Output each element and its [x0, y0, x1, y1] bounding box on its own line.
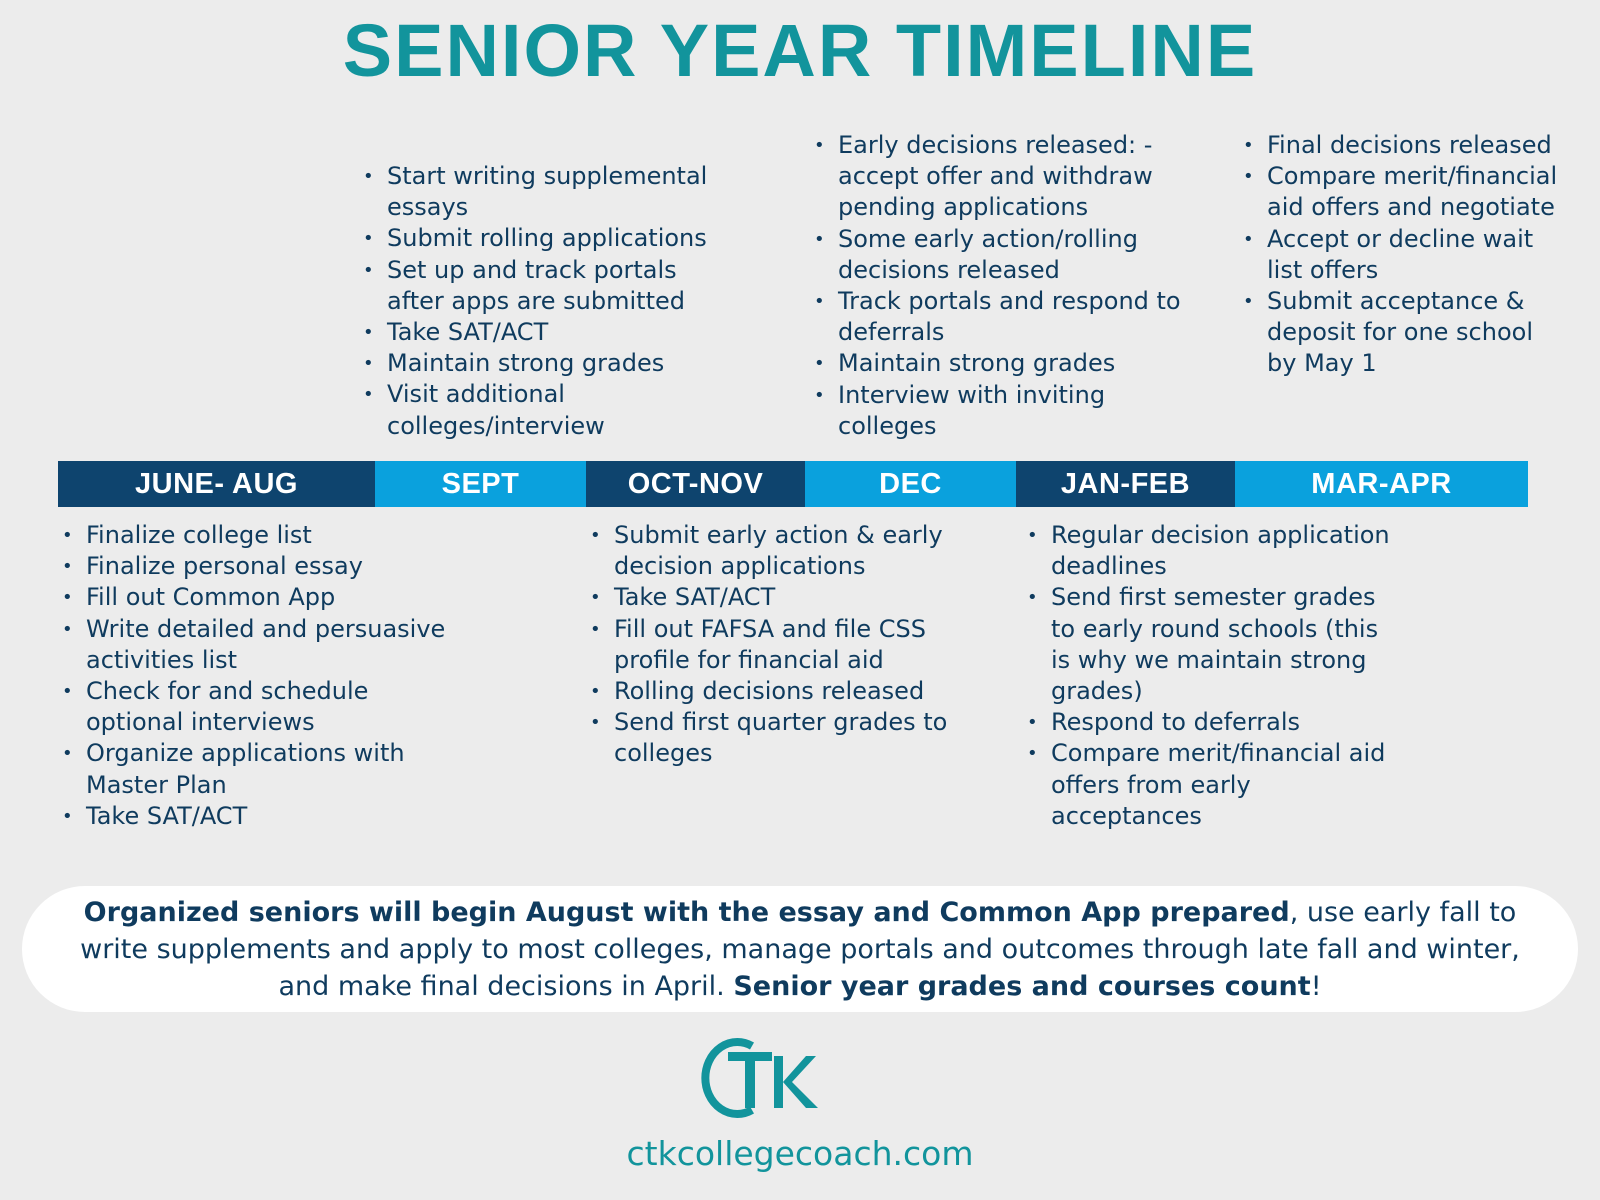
list-item: • Respond to deferrals — [1051, 707, 1401, 738]
sept-list — [362, 161, 717, 442]
summary-end: ! — [1310, 970, 1322, 1002]
list-item: • Start writing supplemental essays — [387, 161, 717, 223]
list-item: • Take SAT/ACT — [86, 801, 446, 832]
list-item: • Interview with inviting colleges — [838, 380, 1198, 442]
list-item: • Send first semester grades to early round schools (this is why we maintain strong grades) — [1051, 582, 1401, 707]
list-item: • Track portals and respond to deferrals — [838, 286, 1198, 348]
list-item: • Regular decision application deadlines — [1051, 520, 1401, 582]
list-item: • Take SAT/ACT — [614, 582, 984, 613]
segment-mar-apr: MAR-APR — [1235, 461, 1528, 507]
list-item: • Maintain strong grades — [387, 348, 717, 379]
list-item: • Send first quarter grades to colleges — [614, 707, 984, 769]
octnov-list — [589, 520, 984, 770]
list-item: • Fill out Common App — [86, 582, 446, 613]
list-item: • Compare merit/financial aid offers and negotiate — [1267, 161, 1567, 223]
segment-dec: DEC — [805, 461, 1016, 507]
list-item: • Early decisions released: - accept offer and withdraw pending applications — [838, 130, 1198, 224]
list-item: • Finalize college list — [86, 520, 446, 551]
list-item: • Finalize personal essay — [86, 551, 446, 582]
list-item: • Check for and schedule optional interviews — [86, 676, 446, 738]
juneaug-list — [61, 520, 446, 832]
janfeb-list — [1026, 520, 1401, 832]
list-item: • Organize applications with Master Plan — [86, 738, 446, 800]
summary-bold-intro: Organized seniors will begin August with the essay and Common App prepared — [83, 896, 1290, 928]
list-item: • Visit additional colleges/interview — [387, 379, 717, 441]
marapr-list — [1242, 130, 1567, 380]
list-item: • Submit rolling applications — [387, 223, 717, 254]
list-item: • Submit early action & early decision applications — [614, 520, 984, 582]
segment-sept: SEPT — [375, 461, 586, 507]
list-item: • Take SAT/ACT — [387, 317, 717, 348]
segment-jan-feb: JAN-FEB — [1016, 461, 1235, 507]
website-link[interactable]: ctkcollegecoach.com — [626, 1134, 974, 1173]
list-item: • Final decisions released — [1267, 130, 1567, 161]
list-item: • Some early action/rolling decisions released — [838, 224, 1198, 286]
dec-list — [813, 130, 1198, 442]
list-item: • Maintain strong grades — [838, 348, 1198, 379]
list-item: • Write detailed and persuasive activities list — [86, 614, 446, 676]
list-item: • Rolling decisions released — [614, 676, 984, 707]
list-item: • Fill out FAFSA and file CSS profile for financial aid — [614, 614, 984, 676]
list-item: • Accept or decline wait list offers — [1267, 224, 1567, 286]
summary-bold-outro: Senior year grades and courses count — [733, 970, 1311, 1002]
ctk-logo — [700, 1038, 820, 1118]
segment-oct-nov: OCT-NOV — [586, 461, 805, 507]
list-item: • Set up and track portals after apps are submitted — [387, 255, 717, 317]
list-item: • Compare merit/financial aid offers from early acceptances — [1051, 738, 1401, 832]
summary-text — [52, 894, 1548, 1005]
summary-middle: , use early fall to write supplements and apply to most colleges, manage portals and outcomes through late fall and winter, and make final decisions in April. — [80, 896, 1520, 1002]
timeline-band — [58, 461, 1528, 507]
page-title: SENIOR YEAR TIMELINE — [342, 9, 1258, 92]
segment-june-aug: JUNE- AUG — [58, 461, 375, 507]
list-item: • Submit acceptance & deposit for one school by May 1 — [1267, 286, 1567, 380]
summary-note — [22, 886, 1578, 1012]
